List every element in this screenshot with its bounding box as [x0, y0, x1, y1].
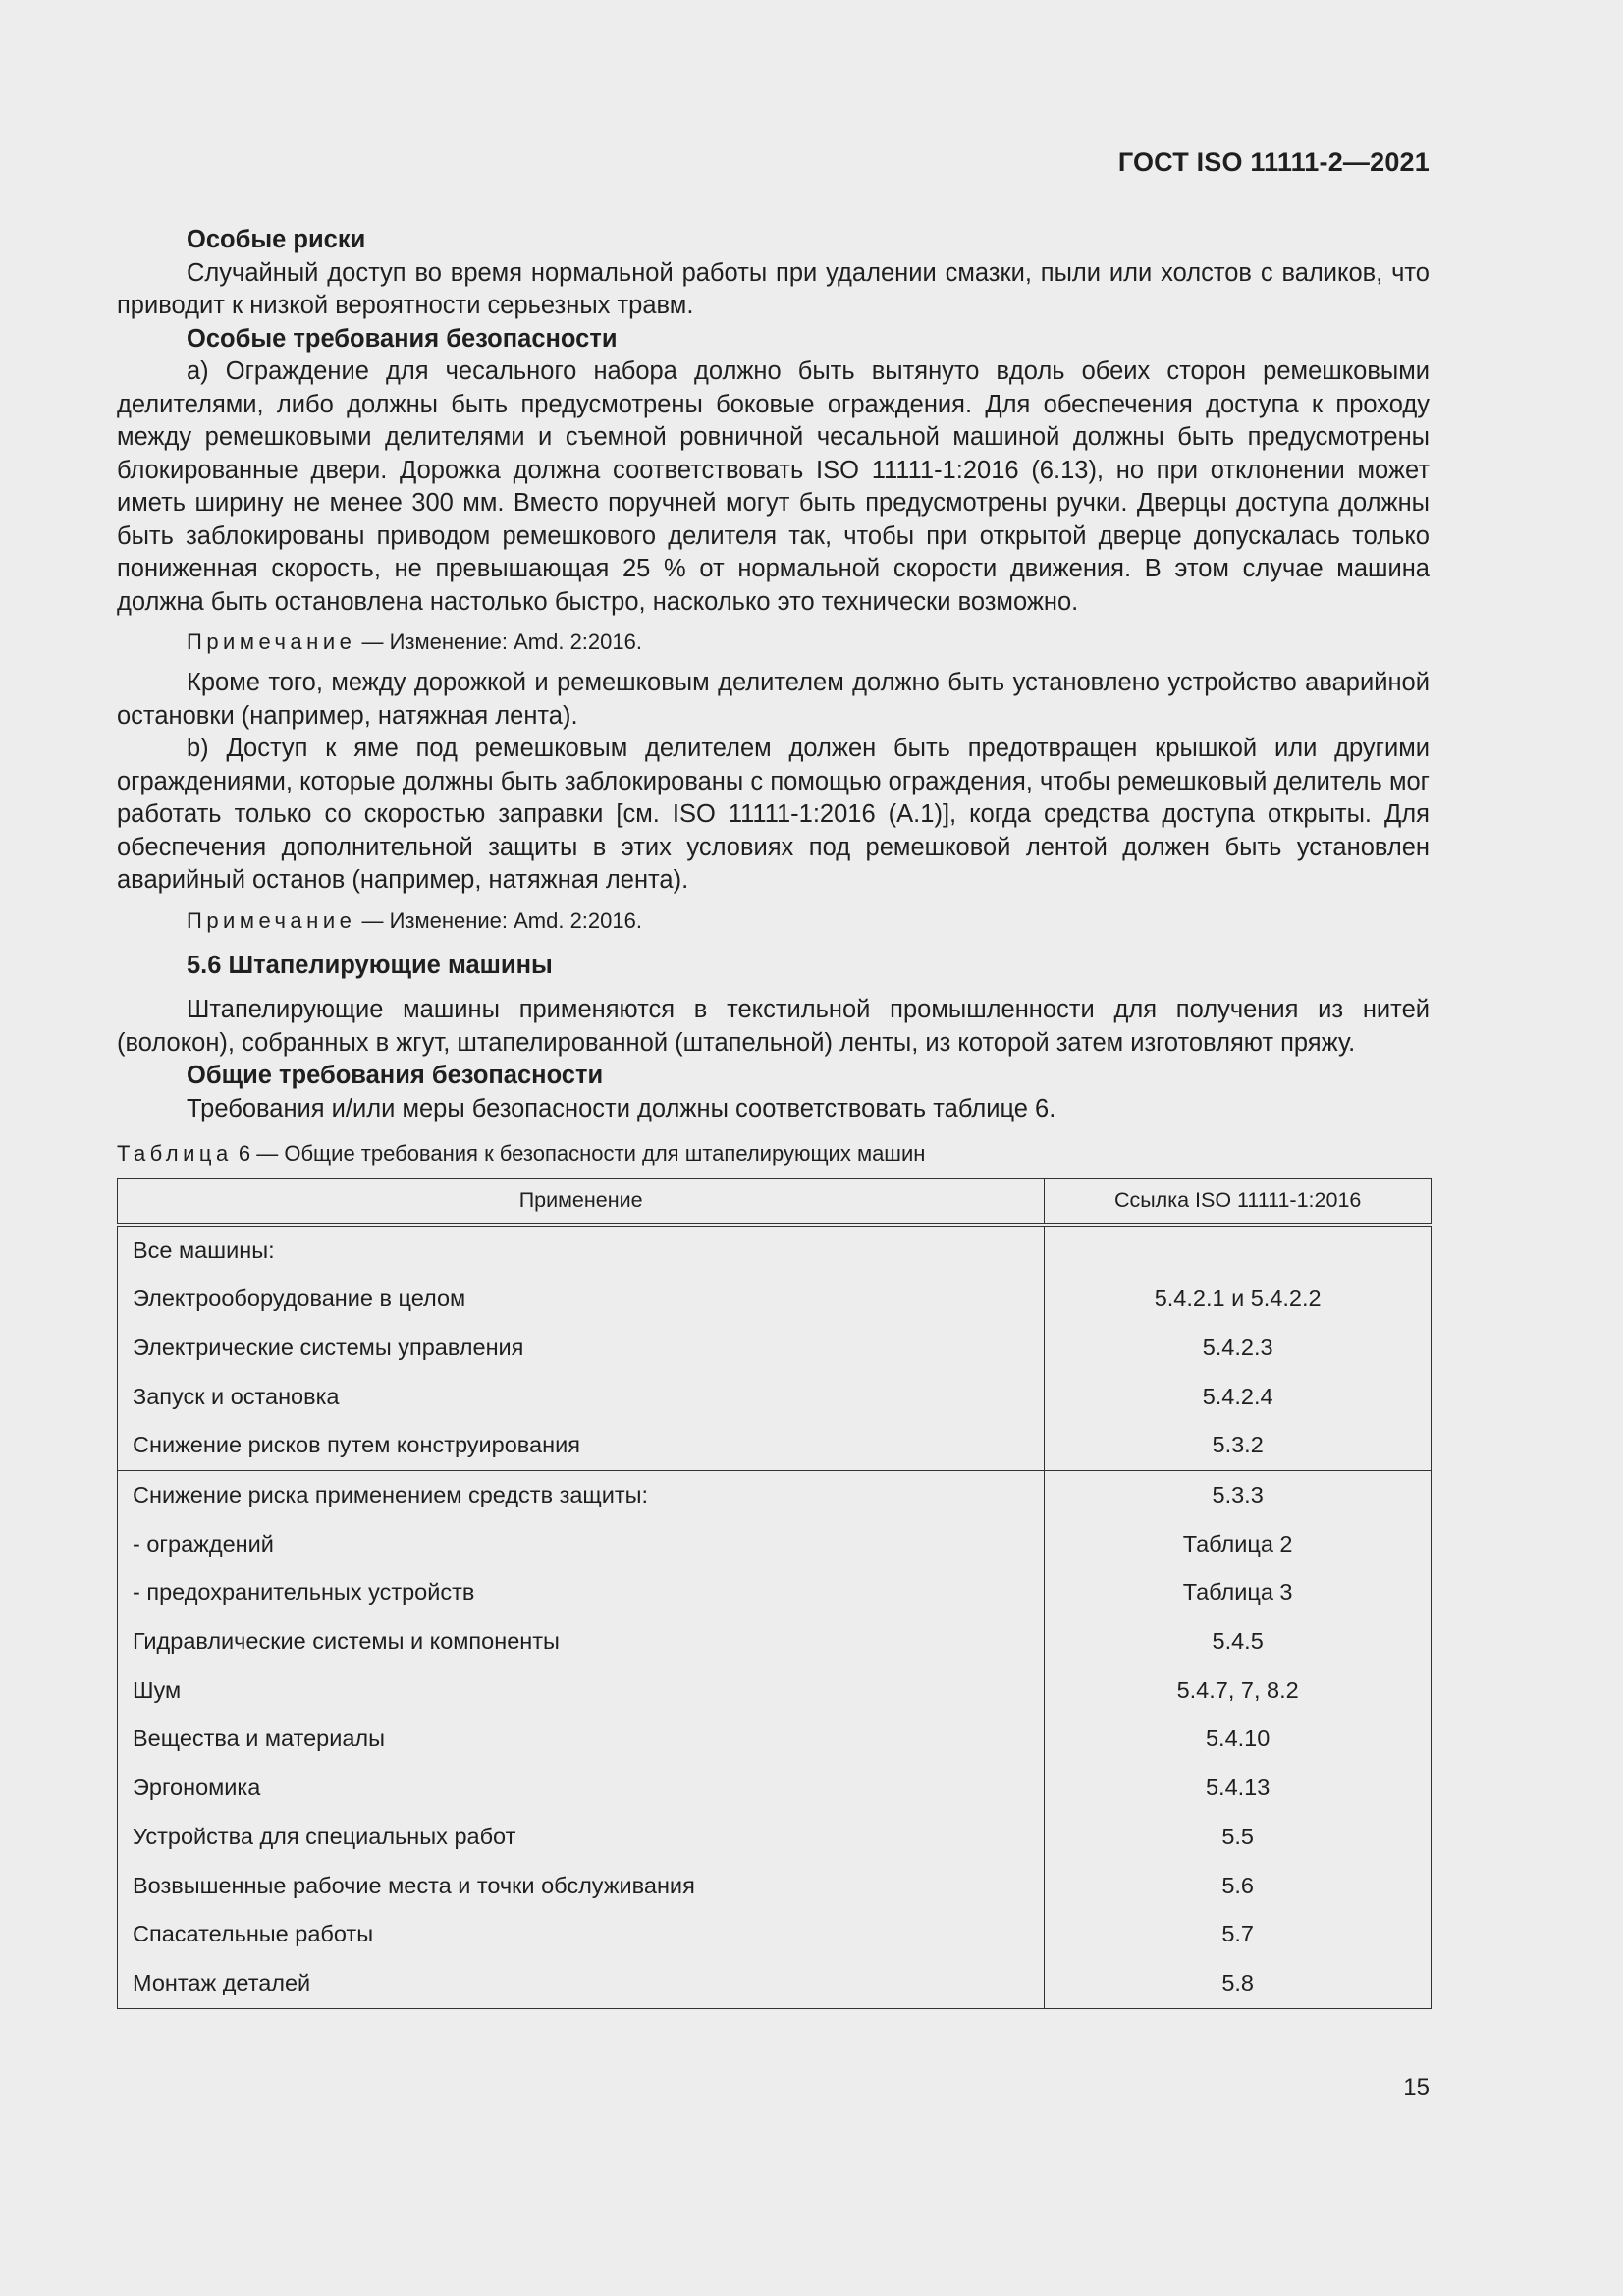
table-row [118, 1568, 1432, 1617]
application-cell: Все машины: [133, 1236, 275, 1263]
application-cell: Эргономика [133, 1775, 261, 1801]
table-caption [117, 1137, 1430, 1171]
document-body [117, 224, 1430, 2009]
reference-cell: 5.8 [1045, 1959, 1432, 2008]
table-row [118, 1275, 1432, 1324]
application-cell: Спасательные работы [133, 1921, 374, 1947]
table-row [118, 1910, 1432, 1959]
reference-cell: 5.4.5 [1045, 1617, 1432, 1667]
table-row [118, 1421, 1432, 1470]
application-cell: Вещества и материалы [133, 1725, 386, 1752]
special-requirements-heading: Особые требования безопасности [187, 324, 618, 353]
reference-cell: 5.7 [1045, 1910, 1432, 1959]
note-1 [187, 628, 1430, 657]
note-label: Примечание [187, 629, 356, 654]
reference-cell: 5.3.2 [1045, 1421, 1432, 1470]
application-cell: Запуск и остановка [133, 1383, 340, 1409]
paragraph-a: a) Ограждение для чесального набора должно быть вытянуто вдоль обеих сторон ремешковыми делителями, либо должны быть предусмотрены боковые ограждения. Для обеспечения доступа к проходу между ремешковыми делителями и съемной ровничной чесальной машиной должны быть предусмотрены блокированные двери. Дорожка должна соответствовать ISO 11111-1:2016 (6.13), но при отклонении может иметь ширину не менее 300 мм. Вместо поручней могут быть предусмотрены ручки. Дверцы доступа должны быть заблокированы приводом ремешкового делителя так, чтобы при открытой дверце допускалась только пониженная скорость, не превышающая 25 % от нормальной скорости движения. В этом случае машина должна быть остановлена настолько быстро, насколько это технически возможно. [117, 357, 1430, 616]
application-cell: Возвышенные рабочие места и точки обслуживания [133, 1872, 695, 1898]
table-row [118, 1959, 1432, 2008]
reference-cell: 5.6 [1045, 1861, 1432, 1910]
table-row [118, 1617, 1432, 1667]
column-header-reference: Ссылка ISO 11111-1:2016 [1045, 1178, 1432, 1225]
table-row [118, 1373, 1432, 1422]
general-requirements-paragraph: Требования и/или меры безопасности должны соответствовать таблице 6. [187, 1094, 1056, 1122]
reference-cell: 5.4.2.3 [1045, 1324, 1432, 1373]
application-cell: Монтаж деталей [133, 1969, 311, 1995]
page-number: 15 [1403, 2074, 1430, 2101]
reference-cell: 5.5 [1045, 1813, 1432, 1862]
table-row [118, 1861, 1432, 1910]
application-cell: Снижение рисков путем конструирования [133, 1432, 580, 1458]
table-row [118, 1225, 1432, 1276]
paragraph-b: b) Доступ к яме под ремешковым делителем должен быть предотвращен крышкой или другими ограждениями, которые должны быть заблокированы с помощью ограждения, чтобы ремешковый делитель мог работать только со скоростью заправки [см. ISO 11111-1:2016 (А.1)], когда средства доступа открыты. Для обеспечения дополнительной защиты в этих условиях под ремешковой лентой должен быть установлен аварийный останов (например, натяжная лента). [117, 735, 1430, 894]
application-cell: Снижение риска применением средств защиты: [118, 1470, 1045, 1519]
special-risks-heading: Особые риски [187, 226, 366, 253]
reference-cell: 5.4.7, 7, 8.2 [1045, 1667, 1432, 1716]
note-2 [187, 906, 1430, 936]
application-cell: Электрические системы управления [133, 1334, 524, 1360]
application-cell: - ограждений [133, 1530, 274, 1557]
reference-cell: 5.3.3 [1045, 1470, 1432, 1519]
requirements-table [117, 1178, 1432, 2009]
application-cell: Гидравлические системы и компоненты [133, 1628, 560, 1655]
application-cell: - предохранительных устройств [133, 1579, 475, 1606]
paragraph-a-continuation: Кроме того, между дорожкой и ремешковым делителем должно быть установлено устройство аварийной остановки (например, натяжная лента). [117, 669, 1430, 730]
application-cell: Электрооборудование в целом [133, 1285, 466, 1312]
table-row [118, 1764, 1432, 1813]
table-row [118, 1324, 1432, 1373]
reference-cell: 5.4.2.1 и 5.4.2.2 [1045, 1275, 1432, 1324]
application-cell: Устройства для специальных работ [133, 1823, 516, 1849]
document-id-header: ГОСТ ISO 11111-2—2021 [1117, 147, 1430, 177]
note-text: — Изменение: Amd. 2:2016. [355, 907, 642, 933]
special-risks-paragraph: Случайный доступ во время нормальной работы при удалении смазки, пыли или холстов с валиков, что приводит к низкой вероятности серьезных травм. [117, 258, 1430, 319]
table-row [118, 1470, 1432, 1519]
table-caption-text: 6 — Общие требования к безопасности для штапелирующих машин [232, 1141, 926, 1166]
table-row [118, 1520, 1432, 1569]
section-5-6-paragraph: Штапелирующие машины применяются в текстильной промышленности для получения из нитей (волокон), собранных в жгут, штапелированной (штапельной) ленты, из которой затем изготовляют пряжу. [117, 996, 1430, 1057]
application-cell: Шум [133, 1676, 182, 1703]
reference-cell: 5.4.10 [1045, 1715, 1432, 1764]
table-row [118, 1667, 1432, 1716]
note-label: Примечание [187, 907, 356, 933]
table-row [118, 1813, 1432, 1862]
reference-cell: Таблица 3 [1045, 1568, 1432, 1617]
reference-cell: 5.4.2.4 [1045, 1373, 1432, 1422]
table-header-row [118, 1178, 1432, 1225]
section-5-6-title: 5.6 Штапелирующие машины [187, 951, 553, 979]
general-requirements-heading: Общие требования безопасности [187, 1062, 604, 1089]
reference-cell: 5.4.13 [1045, 1764, 1432, 1813]
table-caption-label: Таблица [117, 1141, 233, 1166]
reference-cell: Таблица 2 [1045, 1520, 1432, 1569]
note-text: — Изменение: Amd. 2:2016. [355, 629, 642, 654]
column-header-application: Применение [118, 1178, 1045, 1225]
reference-cell [1045, 1225, 1432, 1276]
table-row [118, 1715, 1432, 1764]
